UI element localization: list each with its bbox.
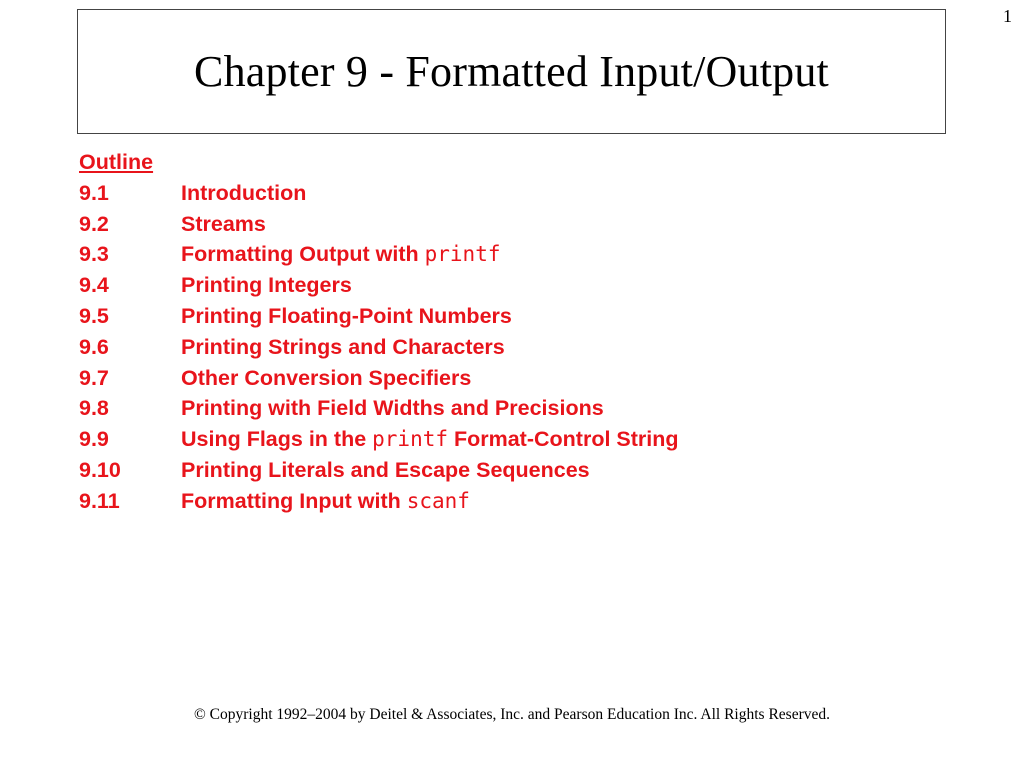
outline-item-text: Printing with Field Widths and Precisions bbox=[181, 396, 604, 421]
outline-item-title bbox=[181, 363, 471, 394]
outline-item-title bbox=[181, 486, 470, 517]
outline-item-number: 9.3 bbox=[79, 242, 109, 267]
slide-title: Chapter 9 - Formatted Input/Output bbox=[194, 47, 829, 96]
code-keyword: printf bbox=[372, 427, 448, 452]
outline-item-text: Formatting Output with bbox=[181, 242, 425, 267]
outline-heading: Outline bbox=[79, 150, 154, 174]
outline-item bbox=[79, 486, 679, 517]
outline-item-number: 9.11 bbox=[79, 488, 120, 513]
title-box bbox=[77, 9, 946, 134]
outline-item bbox=[79, 424, 679, 455]
outline-item-title bbox=[181, 209, 266, 240]
outline-item-number: 9.6 bbox=[79, 334, 109, 359]
outline-item-title bbox=[181, 393, 604, 424]
outline-item-text: Streams bbox=[181, 211, 266, 236]
outline-item-text: Format-Control String bbox=[448, 427, 679, 452]
outline-item bbox=[79, 178, 679, 209]
outline-item-text: Other Conversion Specifiers bbox=[181, 365, 472, 390]
outline-item-number: 9.5 bbox=[79, 303, 109, 328]
outline-item bbox=[79, 363, 679, 394]
outline-item-number: 9.10 bbox=[79, 457, 121, 482]
outline-item-title bbox=[181, 301, 512, 332]
outline-item bbox=[79, 455, 679, 486]
outline bbox=[79, 147, 679, 517]
outline-item bbox=[79, 332, 679, 363]
outline-item-title bbox=[181, 270, 352, 301]
outline-item-title bbox=[181, 455, 590, 486]
outline-item-text: Printing Floating-Point Numbers bbox=[181, 303, 512, 328]
outline-item bbox=[79, 301, 679, 332]
outline-item-title bbox=[181, 424, 679, 455]
outline-item-number: 9.4 bbox=[79, 273, 109, 298]
outline-item-text: Printing Literals and Escape Sequences bbox=[181, 457, 590, 482]
outline-item bbox=[79, 270, 679, 301]
outline-item-number: 9.8 bbox=[79, 396, 109, 421]
outline-item-number: 9.1 bbox=[79, 180, 109, 205]
outline-list bbox=[79, 178, 679, 517]
outline-item-number: 9.7 bbox=[79, 365, 109, 390]
outline-item-number: 9.2 bbox=[79, 211, 109, 236]
code-keyword: scanf bbox=[406, 488, 470, 513]
outline-item-text: Introduction bbox=[181, 180, 307, 205]
outline-item-text: Using Flags in the bbox=[181, 427, 373, 452]
outline-item-number: 9.9 bbox=[79, 427, 109, 452]
outline-item bbox=[79, 393, 679, 424]
outline-item-title bbox=[181, 332, 505, 363]
outline-item-text: Printing Integers bbox=[181, 273, 352, 298]
outline-item-title bbox=[181, 239, 500, 270]
code-keyword: printf bbox=[424, 242, 501, 267]
outline-item bbox=[79, 209, 679, 240]
page-number: 1 bbox=[1003, 6, 1012, 26]
outline-item bbox=[79, 239, 679, 270]
outline-item-text: Formatting Input with bbox=[181, 488, 407, 513]
outline-item-title bbox=[181, 178, 306, 209]
outline-item-text: Printing Strings and Characters bbox=[181, 334, 505, 359]
copyright-footer: © Copyright 1992–2004 by Deitel & Associates, Inc. and Pearson Education Inc. All Rights Reserved. bbox=[194, 706, 830, 723]
